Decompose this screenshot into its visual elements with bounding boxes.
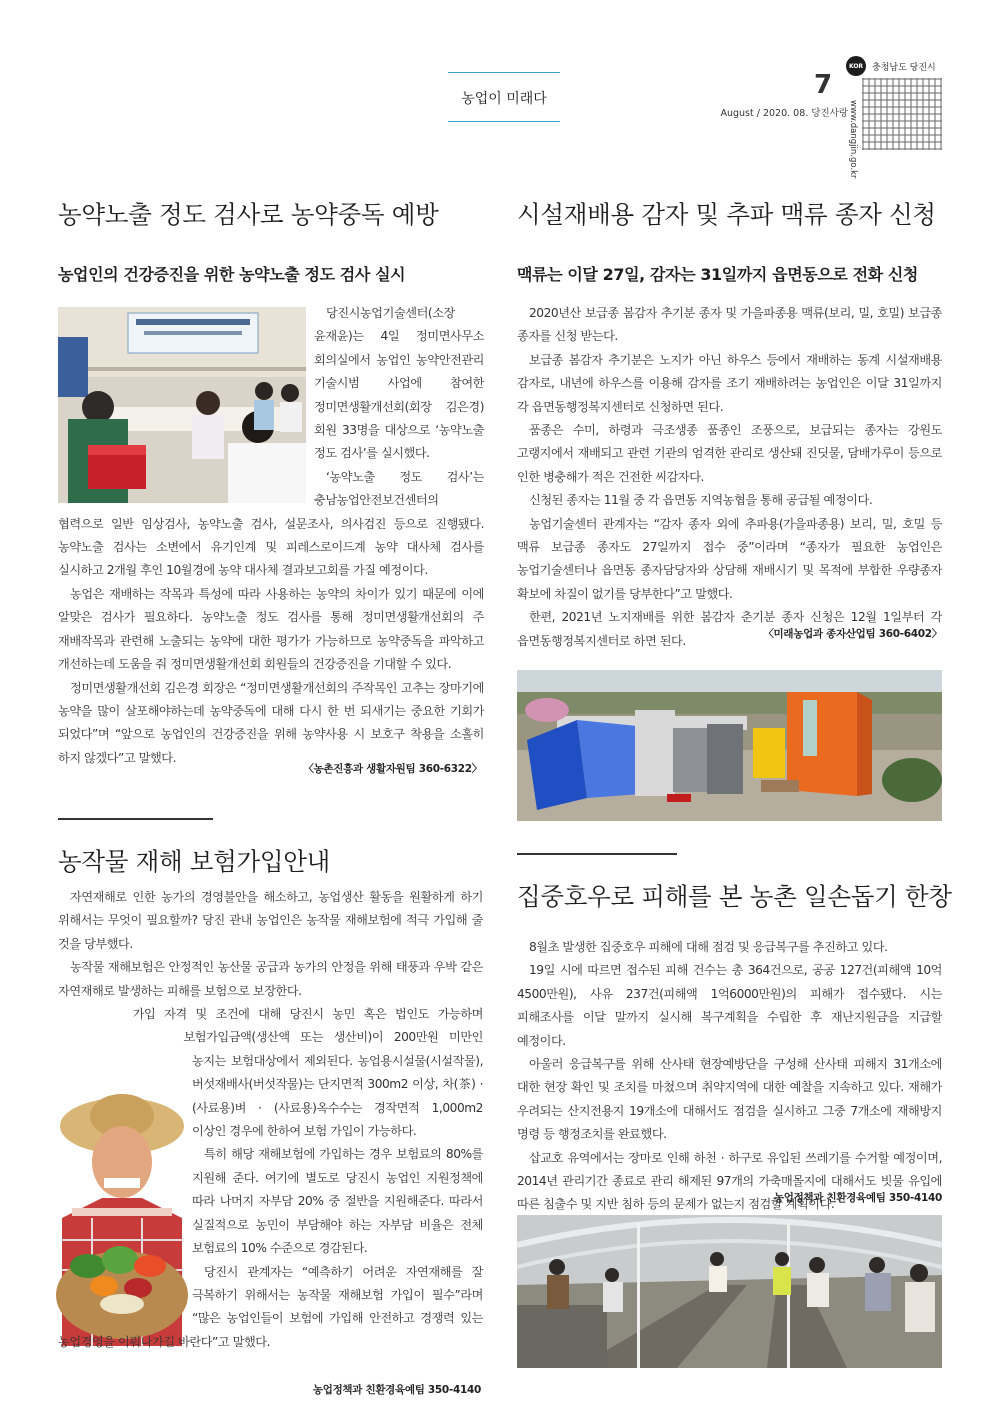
pesticide-paragraph: 정미면생활개선회 김은경 회장은 “정미면생활개선회의 주작목인 고추는 장마기에 농약을 많이 살포해야하는데 농약중독에 대해 다시 한 번 되새기는 중요한 기회가 되었다”며 “앞으로 농업인의 건강증진을 위해 농약사용 시 보호구 착용을 소홀히 하지 않겠다”고 말했다.	[58, 680, 484, 765]
city-logo	[846, 55, 936, 77]
insurance-paragraph: 농작물 재해보험은 안정적인 농산물 공급과 농가의 안정을 위해 태풍과 우박 같은 자연재해로 발생하는 피해를 보험으로 보장한다.	[58, 960, 483, 998]
flood-title: 집중호우로 피해를 본 농촌 일손돕기 한창	[517, 882, 952, 911]
insurance-paragraph: 가입 자격 및 조건에 대해 당진시 농민 혹은 법인도 가능하며 보험가입금액(생산액 또는 생산비)이 200만원 미만인 농지는 보험대상에서 제외된다. 농업용시설물(시설작물), 버섯재배사(버섯작물)는 단지면적 300m2 이상, 차(茶) · (사료용)벼 · (사료용)옥수수는 경작면적 1,000m2 이상인 경우에 한하여 보험 가입이 가능하다.	[132, 1007, 483, 1139]
insurance-body	[58, 886, 483, 1354]
seeds-title: 시설재배용 감자 및 추파 맥류 종자 신청	[517, 200, 936, 229]
section-label-top-rule	[448, 72, 560, 73]
seeds-paragraph: 농업기술센터 관계자는 “감자 종자 외에 추파용(가을파종용) 보리, 밀, 호밀 등 맥류 보급종 종자도 27일까지 접수 중”이라며 “종자가 필요한 농업인은 농업기술센터나 읍면동 종자담당자와 상담해 재배시기 및 목적에 부합한 우량종자 확보에 차질이 없기를 당부한다”고 말했다.	[517, 516, 942, 601]
seed-facility-building-photo	[517, 670, 942, 821]
insurance-paragraph: 자연재해로 인한 농가의 경영불안을 해소하고, 농업생산 활동을 원활하게 하기 위해서는 무엇이 필요할까? 당진 관내 농업인은 농작물 재해보험에 적극 가입해 줄 것을 당부했다.	[58, 890, 483, 951]
seeds-paragraph: 신청된 종자는 11월 중 각 읍면동 지역농협을 통해 공급될 예정이다.	[529, 493, 873, 508]
flood-paragraph: 삽교호 유역에서는 장마로 인해 하천 · 하구로 유입된 쓰레기를 수거할 예정이며, 2014년 관리기간 종료로 관리 해제된 97개의 가축매몰지에 대해서도 빗물 유입에 따른 침출수 및 지반 침하 등의 문제가 없는지 점검할 계획이다.	[517, 1150, 942, 1212]
website-url: www.dangjin.go.kr	[848, 100, 858, 179]
seeds-paragraph: 보급종 봄감자 추기분은 노지가 아닌 하우스 등에서 재배하는 동계 시설재배용 감자로, 내년에 하우스를 이용해 감자를 조기 재배하려는 농업인은 이달 31일까지 각 읍면동행정복지센터로 신청하면 된다.	[517, 352, 942, 414]
seeds-subtitle: 맥류는 이달 27일, 감자는 31일까지 읍면동으로 전화 신청	[517, 265, 918, 284]
flood-paragraph: 19일 시에 따르면 접수된 피해 건수는 총 364건으로, 공공 127건(피해액 10억 4500만원), 사유 237건(피해액 1억6000만원)의 피해가 접수됐다. 시는 피해조사를 이달 말까지 실시해 복구계획을 수립한 후 재난지원금을 지급할 예정이다.	[517, 963, 942, 1048]
issue-line: August / 2020. 08. 당진사랑	[720, 108, 848, 119]
qr-code-icon	[862, 78, 942, 150]
pesticide-body	[58, 302, 484, 770]
flood-contact: 농업정책과 친환경육예팀 350-4140	[773, 1192, 942, 1204]
pesticide-title: 농약노출 정도 검사로 농약중독 예방	[58, 200, 439, 229]
pesticide-paragraph: 당진시농업기술센터(소장 윤재윤)는 4일 정미면사무소 회의실에서 농업인 농약안전관리 기술시범 사업에 참여한 정미면생활개선회(회장 김은경) 회원 33명을 대상으로 ‘농약노출 정도 검사’를 실시했다.	[314, 306, 484, 461]
page-number: 7	[813, 70, 833, 100]
seeds-contact: 〈미래농업과 종자산업팀 360-6402〉	[763, 628, 942, 640]
flood-paragraph: 8월초 발생한 집중호우 피해에 대해 점검 및 응급복구를 추진하고 있다.	[529, 940, 888, 954]
section-label: 농업이 미래다	[461, 91, 547, 107]
city-logo-text: 충청남도 당진시	[872, 62, 936, 73]
pesticide-contact: 〈농촌진흥과 생활자원팀 360-6322〉	[303, 763, 482, 775]
insurance-divider	[58, 818, 213, 820]
seeds-body	[517, 302, 942, 653]
section-label-box	[440, 72, 568, 122]
flood-paragraph: 아울러 응급복구를 위해 산사태 현장예방단을 구성해 산사태 피해지 31개소에 대한 현장 확인 및 조치를 마쳤으며 취약지역에 대한 예찰을 지속하고 있다. 재해가 우려되는 산지전용지 19개소에 대해서도 점검을 실시하고 그중 7개소에 재해방지 명령 등 행정조치를 완료했다.	[517, 1057, 942, 1142]
greenhouse-volunteers-photo	[517, 1215, 942, 1368]
insurance-contact: 농업정책과 친환경육예팀 350-4140	[312, 1384, 481, 1396]
seeds-paragraph: 2020년산 보급종 봄감자 추기분 종자 및 가을파종용 맥류(보리, 밀, 호밀) 보급종 종자를 신청 받는다.	[517, 306, 942, 344]
flood-divider	[517, 853, 677, 855]
seeds-paragraph: 한편, 2021년 노지재배를 위한 봄감자 춘기분 종자 신청은 12월 1일부터 각 읍면동행정복지센터로 하면 된다.	[517, 610, 942, 648]
insurance-paragraph: 당진시 관계자는 “예측하기 어려운 자연재해를 잘 극복하기 위해서는 농작물 재해보험 가입이 필수”라며 “많은 농업인들이 보험에 가입해 안전하고 경쟁력 있는 농업경영을 이뤄나가길 바란다”고 말했다.	[58, 1264, 483, 1349]
insurance-paragraph: 특히 해당 재해보험에 가입하는 경우 보험료의 80%를 지원해 준다. 여기에 별도로 당진시 농업인 지원정책에 따라 나머지 자부담 20% 중 절반을 지원해준다. 따라서 실질적으로 농민이 부담해야 하는 자부담 비율은 전체 보험료의 10% 수준으로 경감된다.	[192, 1147, 483, 1256]
flood-body	[517, 936, 942, 1217]
pesticide-subtitle: 농업인의 건강증진을 위한 농약노출 정도 검사 실시	[58, 265, 406, 284]
seeds-paragraph: 품종은 수미, 하령과 극조생종 품종인 조풍으로, 보급되는 종자는 강원도 고랭지에서 재배되고 관련 기관의 엄격한 관리로 생산돼 진딧물, 담배가루이 등으로 인한 병충해가 적은 건전한 씨감자다.	[517, 423, 942, 484]
pesticide-paragraph: ‘농약노출 정도 검사’는 충남농업안전보건센터의 협력으로 일반 임상검사, 농약노출 검사, 설문조사, 의사검진 등으로 진행됐다. 농약노출 검사는 소변에서 유기인계 및 피레스로이드계 농약 대사체 검사를 실시하고 2개월 후인 10월경에 농약 대사체 결과보고회를 가질 예정이다.	[58, 469, 484, 578]
pesticide-paragraph: 농업은 재배하는 작목과 특성에 따라 사용하는 농약의 차이가 있기 때문에 이에 알맞은 검사가 필요하다. 농약노출 정도 검사를 통해 정미면생활개선회의 주 재배작목과 관련해 노출되는 농약에 대한 평가가 가능하므로 농약중독을 파악하고 개선하는데 도움을 줘 정미면생활개선회 회원들의 건강증진을 기대할 수 있다.	[58, 586, 484, 672]
insurance-title: 농작물 재해 보험가입안내	[58, 847, 331, 876]
section-label-bottom-rule	[448, 121, 560, 122]
kor-badge-icon: KOR	[846, 56, 866, 76]
